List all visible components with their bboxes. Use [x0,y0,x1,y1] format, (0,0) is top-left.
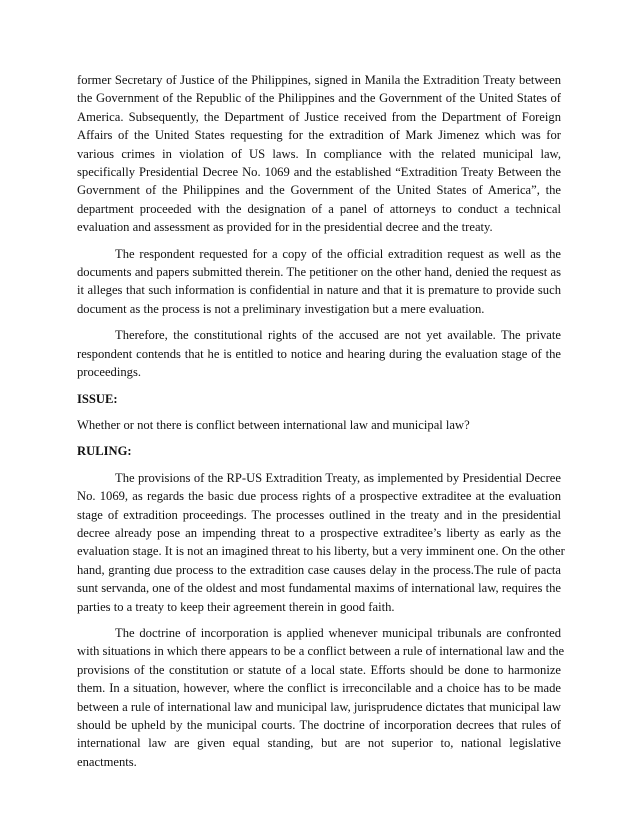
paragraph-line: various crimes in violation of US laws. In compliance with the related municipal law, [77,146,561,161]
paragraph-line: Government of the Philippines and the Government of the United States of America”, the [77,183,561,198]
paragraph-line: America. Subsequently, the Department of Justice received from the Department of Foreign [77,109,561,124]
paragraph-line: evaluation and assessment as provided for in the presidential decree and the treaty. [77,220,493,235]
request-paragraph [77,245,561,319]
incorporation-paragraph [77,624,565,771]
paragraph-line: The respondent requested for a copy of the official extradition request as well as the [115,246,561,261]
paragraph-line: No. 1069, as regards the basic due process rights of a prospective extraditee at the evaluation [77,489,561,504]
paragraph-line: with situations in which there appears to be a conflict between a rule of international law and the [77,644,565,659]
paragraph-line: The doctrine of incorporation is applied whenever municipal tribunals are confronted [115,625,561,640]
ruling-paragraph [77,469,565,616]
paragraph-line: Therefore, the constitutional rights of the accused are not yet available. The private [115,328,561,343]
paragraph-line: it alleges that such information is confidential in nature and that it is premature to provide such [77,283,561,298]
paragraph-line: evaluation stage. It is not an imagined threat to his liberty, but a very imminent one. On the other [77,544,565,559]
paragraph-line: document as the process is not a preliminary investigation but a mere evaluation. [77,301,485,316]
paragraph-line: documents and papers submitted therein. The petitioner on the other hand, denied the request as [77,265,561,280]
paragraph-line: proceedings. [77,365,141,380]
paragraph-line: former Secretary of Justice of the Philippines, signed in Manila the Extradition Treaty between [77,73,561,87]
issue-text: Whether or not there is conflict between international law and municipal law? [77,417,470,432]
rights-paragraph [77,326,561,381]
ruling-heading: RULING: [77,444,132,459]
intro-paragraph [77,71,561,237]
paragraph-line: should be upheld by the municipal courts. The doctrine of incorporation decrees that rules of [77,718,561,732]
paragraph-line: The provisions of the RP-US Extradition Treaty, as implemented by Presidential Decree [115,470,561,485]
paragraph-line: sunt servanda, one of the oldest and most fundamental maxims of international law, requires the [77,581,561,596]
paragraph-line: between a rule of international law and municipal law, jurisprudence dictates that municipal law [77,699,561,714]
paragraph-line: the Government of the Republic of the Philippines and the Government of the United States of [77,91,561,106]
paragraph-line: decree already pose an impending threat to a prospective extraditee’s liberty as early as the [77,525,561,540]
paragraph-line: provisions of the constitution or statute of a local state. Efforts should be done to harmonize [77,662,561,677]
paragraph-line: parties to a treaty to keep their agreement therein in good faith. [77,599,395,614]
paragraph-line: specifically Presidential Decree No. 1069 and the established “Extradition Treaty Between the [77,165,561,180]
paragraph-line: hand, granting due process to the extradition case causes delay in the process.The rule of pacta [77,562,561,577]
paragraph-line: stage of extradition proceedings. The processes outlined in the treaty and in the presidential [77,507,561,522]
issue-heading: ISSUE: [77,391,118,406]
paragraph-line: them. In a situation, however, where the conflict is irreconcilable and a choice has to be made [77,681,561,696]
paragraph-line: department proceeded with the designation of a panel of attorneys to conduct a technical [77,201,561,216]
document-body [77,71,565,779]
paragraph-line: Affairs of the United States requesting for the extradition of Mark Jimenez which was for [77,128,561,143]
paragraph-line: enactments. [77,754,137,769]
paragraph-line: international law are given equal standing, but are not superior to, national legislative [77,736,561,751]
paragraph-line: respondent contends that he is entitled to notice and hearing during the evaluation stage of the [77,346,561,361]
